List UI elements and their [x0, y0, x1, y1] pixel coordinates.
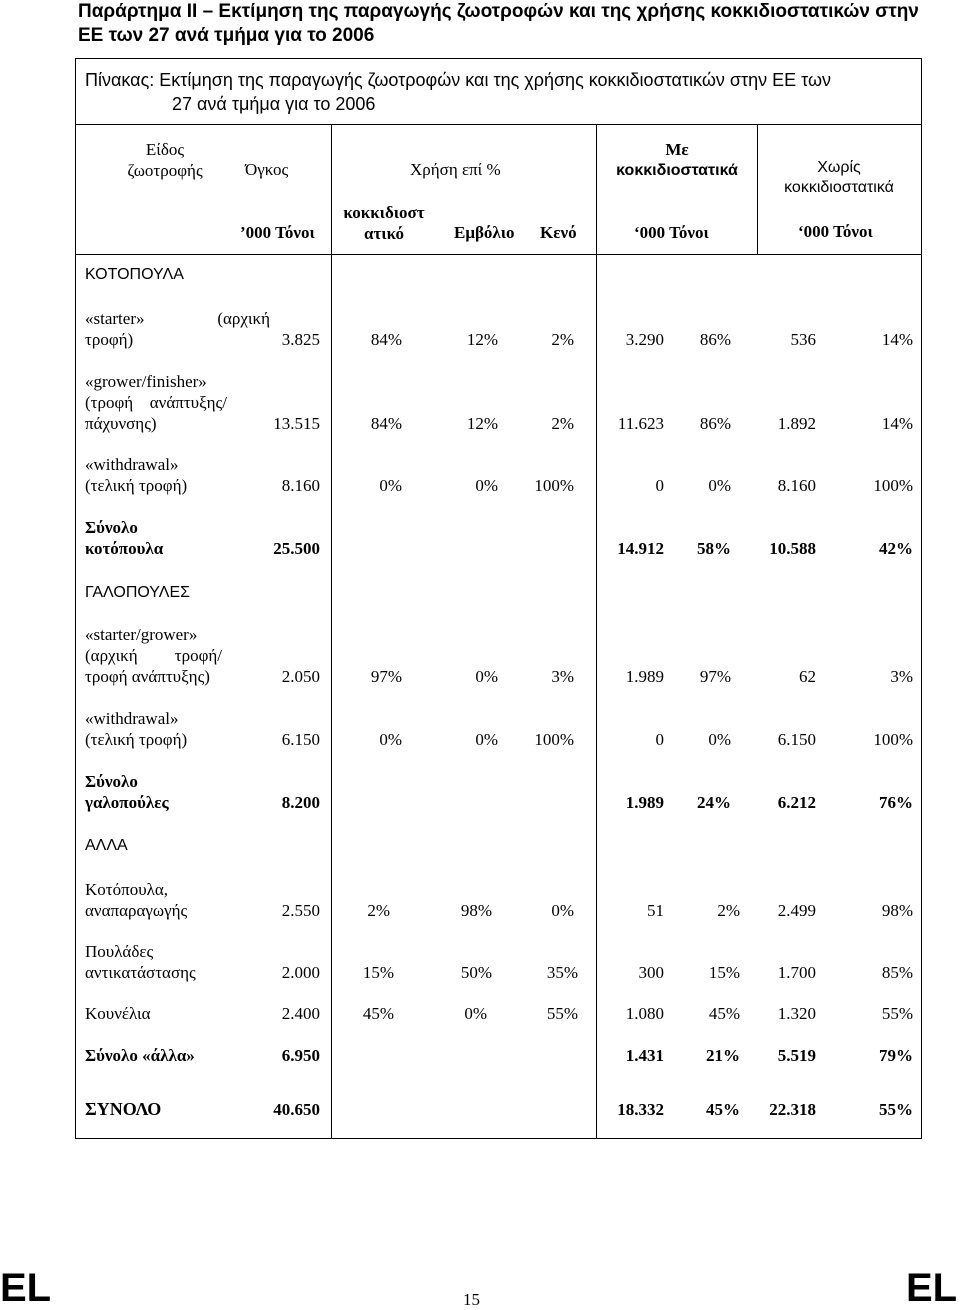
cell-volume: 40.650 [273, 1100, 320, 1119]
body-col-divider-1 [331, 254, 332, 1139]
cell-vaccine: 12% [466, 414, 498, 433]
table-caption-line1: Πίνακας: Εκτίμηση της παραγωγής ζωοτροφών και της χρήσης κοκκιδιοστατικών στην ΕΕ των [85, 70, 832, 90]
cell-with-tonnes: 0 [655, 476, 664, 495]
cell-without-tonnes: 22.318 [769, 1100, 816, 1119]
row-label-total-other: Σύνολο «άλλα» [85, 1046, 195, 1065]
header-col-divider-1 [331, 124, 332, 254]
cell-volume: 2.050 [281, 667, 320, 686]
cell-without-tonnes: 5.519 [777, 1046, 816, 1065]
header-without-coccidiostats: Χωρίς κοκκιδιοστατικά [784, 159, 894, 196]
cell-with-tonnes: 0 [655, 730, 664, 749]
cell-with-pct: 0% [708, 730, 731, 749]
cell-with-pct: 45% [708, 1004, 740, 1023]
cell-volume: 6.150 [281, 730, 320, 749]
row-label-grower-finisher: «grower/finisher» (τροφή ανάπτυξης/ πάχυνσης) [85, 372, 227, 433]
cell-without-tonnes: 6.150 [777, 730, 816, 749]
row-label-withdrawal-turkeys: «withdrawal» (τελική τροφή) [85, 709, 188, 749]
cell-without-tonnes: 10.588 [769, 539, 816, 558]
cell-volume: 8.200 [281, 793, 320, 812]
cell-without-tonnes: 8.160 [777, 476, 816, 495]
cell-empty: 100% [534, 476, 574, 495]
header-species: Είδος ζωοτροφής [127, 140, 203, 180]
cell-with-pct: 86% [699, 414, 731, 433]
cell-without-tonnes: 6.212 [777, 793, 816, 812]
cell-without-pct: 55% [879, 1100, 913, 1119]
cell-vaccine: 12% [466, 330, 498, 349]
cell-empty: 35% [546, 963, 578, 982]
cell-with-tonnes: 1.431 [625, 1046, 664, 1065]
cell-with-pct: 15% [708, 963, 740, 982]
header-col-divider-2 [596, 124, 597, 254]
cell-coccidiostat: 84% [370, 330, 402, 349]
cell-with-tonnes: 300 [638, 963, 664, 982]
section-chickens: ΚΟΤΟΠΟΥΛΑ [85, 266, 184, 283]
cell-with-pct: 0% [708, 476, 731, 495]
cell-volume: 2.000 [281, 963, 320, 982]
row-label-pullets: Πουλάδες αντικατάστασης [85, 942, 196, 982]
cell-empty: 2% [551, 330, 574, 349]
cell-coccidiostat: 15% [362, 963, 394, 982]
cell-empty: 55% [546, 1004, 578, 1023]
cell-empty: 2% [551, 414, 574, 433]
cell-coccidiostat: 84% [370, 414, 402, 433]
section-turkeys: ΓΑΛΟΠΟΥΛΕΣ [85, 584, 191, 601]
cell-with-pct: 2% [717, 901, 740, 920]
row-label-withdrawal-chickens: «withdrawal» (τελική τροφή) [85, 455, 188, 495]
cell-vaccine: 0% [475, 476, 498, 495]
cell-without-pct: 76% [879, 793, 913, 812]
header-divider [75, 254, 922, 255]
cell-without-pct: 98% [881, 901, 913, 920]
annex-heading [78, 0, 938, 48]
cell-coccidiostat: 97% [370, 667, 402, 686]
cell-without-pct: 100% [873, 730, 913, 749]
annex-heading-line1: Παράρτημα ΙΙ – Εκτίμηση της παραγωγής ζωοτροφών και της χρήσης κοκκιδιοστατικών στην [78, 1, 919, 22]
header-col-divider-3 [757, 124, 758, 254]
cell-with-tonnes: 14.912 [617, 539, 664, 558]
header-without-unit: ‘000 Τόνοι [798, 222, 873, 241]
cell-volume: 2.400 [281, 1004, 320, 1023]
row-label-total-chickens: Σύνολο κοτόπουλα [85, 518, 164, 558]
cell-vaccine: 50% [460, 963, 492, 982]
cell-coccidiostat: 45% [362, 1004, 394, 1023]
header-with-coccidiostats: Με κοκκιδιοστατικά [616, 140, 738, 179]
cell-without-pct: 100% [873, 476, 913, 495]
cell-vaccine: 98% [460, 901, 492, 920]
row-label-breeders: Κοτόπουλα, αναπαραγωγής [85, 880, 188, 920]
footer-language-mark-right: EL [906, 1266, 958, 1310]
cell-with-pct: 86% [699, 330, 731, 349]
cell-without-pct: 42% [879, 539, 913, 558]
cell-volume: 13.515 [273, 414, 320, 433]
cell-vaccine: 0% [475, 667, 498, 686]
cell-without-pct: 14% [881, 330, 913, 349]
cell-with-tonnes: 11.623 [617, 414, 664, 433]
cell-volume: 3.825 [281, 330, 320, 349]
cell-without-pct: 79% [879, 1046, 913, 1065]
cell-with-tonnes: 1.989 [625, 667, 664, 686]
row-label-starter-grower: «starter/grower» (αρχική τροφή/ τροφή ανάπτυξης) [85, 625, 222, 686]
page-number: 15 [463, 1290, 480, 1309]
header-with-unit: ‘000 Τόνοι [634, 223, 709, 242]
cell-without-pct: 55% [881, 1004, 913, 1023]
header-volume-unit: ’000 Τόνοι [240, 223, 315, 242]
cell-without-pct: 3% [890, 667, 913, 686]
cell-with-tonnes: 51 [647, 901, 664, 920]
cell-without-tonnes: 1.320 [777, 1004, 816, 1023]
cell-with-tonnes: 3.290 [625, 330, 664, 349]
row-label-grand-total: ΣΥΝΟΛΟ [85, 1099, 162, 1119]
cell-volume: 6.950 [281, 1046, 320, 1065]
header-volume: Όγκος [245, 160, 289, 179]
cell-with-pct: 58% [697, 539, 731, 558]
table-caption-line2: 27 ανά τμήμα για το 2006 [172, 94, 376, 114]
cell-with-pct: 45% [706, 1100, 740, 1119]
cell-vaccine: 0% [475, 730, 498, 749]
cell-with-pct: 97% [699, 667, 731, 686]
header-vaccine: Εμβόλιο [454, 223, 515, 242]
annex-heading-line2: ΕΕ των 27 ανά τμήμα για το 2006 [78, 25, 375, 46]
cell-without-tonnes: 2.499 [777, 901, 816, 920]
cell-with-tonnes: 18.332 [617, 1100, 664, 1119]
row-label-rabbits: Κουνέλια [85, 1004, 151, 1023]
cell-coccidiostat: 0% [379, 476, 402, 495]
cell-without-tonnes: 536 [790, 330, 816, 349]
header-empty: Κενό [540, 223, 577, 242]
cell-coccidiostat: 0% [379, 730, 402, 749]
section-other: ΑΛΛΑ [85, 837, 128, 854]
row-label-starter: «starter» (αρχική τροφή) [85, 309, 270, 349]
header-usage-pct: Χρήση επί % [410, 160, 501, 179]
cell-without-tonnes: 62 [799, 667, 816, 686]
cell-without-tonnes: 1.892 [777, 414, 816, 433]
cell-volume: 8.160 [281, 476, 320, 495]
cell-empty: 0% [551, 901, 574, 920]
cell-coccidiostat: 2% [367, 901, 390, 920]
cell-with-tonnes: 1.080 [625, 1004, 664, 1023]
cell-volume: 25.500 [273, 539, 320, 558]
cell-with-tonnes: 1.989 [625, 793, 664, 812]
cell-without-tonnes: 1.700 [777, 963, 816, 982]
cell-without-pct: 85% [881, 963, 913, 982]
cell-with-pct: 21% [706, 1046, 740, 1065]
cell-with-pct: 24% [697, 793, 731, 812]
row-label-total-turkeys: Σύνολο γαλοπούλες [85, 772, 169, 812]
cell-volume: 2.550 [281, 901, 320, 920]
cell-without-pct: 14% [881, 414, 913, 433]
footer-language-mark-left: EL [0, 1266, 52, 1310]
cell-vaccine: 0% [464, 1004, 487, 1023]
cell-empty: 3% [551, 667, 574, 686]
caption-divider [75, 124, 922, 125]
cell-empty: 100% [534, 730, 574, 749]
header-coccidiostat: κοκκιδιοστ ατικό [343, 203, 425, 243]
